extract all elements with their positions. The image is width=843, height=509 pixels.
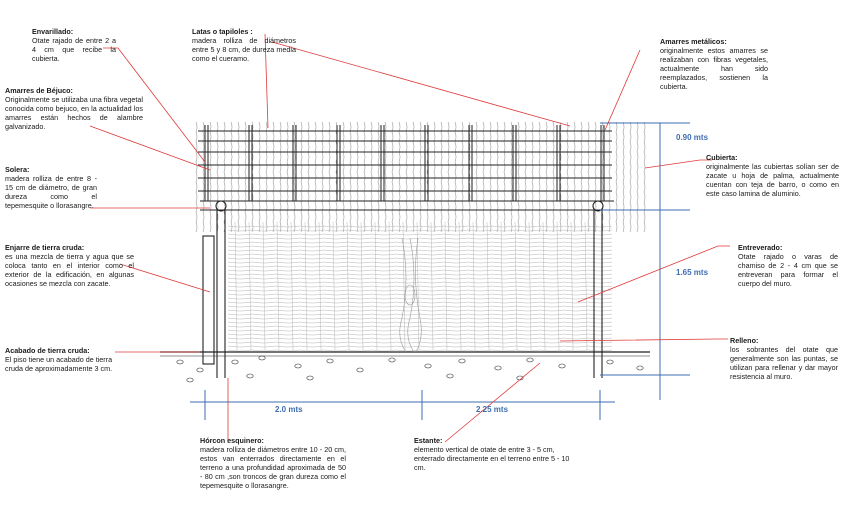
- label-title: Envarillado:: [32, 27, 74, 36]
- label-entreverado: [738, 243, 838, 288]
- weave-strand: [228, 226, 612, 227]
- roof-corrugation: [245, 122, 246, 232]
- roof-corrugation: [574, 122, 575, 232]
- dimension-roof-height: 0.90 mts: [676, 133, 709, 142]
- stone: [327, 359, 333, 363]
- weave-strand: [228, 254, 612, 255]
- label-relleno: [730, 336, 838, 381]
- weave-strand: [228, 314, 612, 315]
- roof-corrugation: [546, 122, 547, 232]
- label-amarres-metalicos: [660, 37, 768, 91]
- roof-corrugation: [637, 122, 638, 232]
- roof-corrugation: [497, 122, 498, 232]
- label-title: Cubierta:: [706, 153, 738, 162]
- roof-corrugation: [616, 122, 617, 232]
- label-latas: [192, 27, 296, 63]
- roof-corrugation: [441, 122, 442, 232]
- roof-corrugation: [231, 122, 232, 232]
- roof-corrugation: [420, 122, 421, 232]
- weave-strand: [228, 262, 612, 263]
- weave-strand: [228, 334, 612, 335]
- roof-corrugation: [644, 122, 645, 232]
- roof-corrugation: [490, 122, 491, 232]
- roof-corrugation: [196, 122, 197, 232]
- label-title: Amarres de Béjuco:: [5, 86, 73, 95]
- roof-corrugation: [609, 122, 610, 232]
- dimension-left-span: 2.0 mts: [275, 405, 303, 414]
- label-title: Estante:: [414, 436, 443, 445]
- roof-corrugation: [210, 122, 211, 232]
- roof-corrugation: [399, 122, 400, 232]
- roof-corrugation: [343, 122, 344, 232]
- weave-strand: [228, 230, 612, 231]
- stone: [177, 360, 183, 364]
- weave-strand: [228, 278, 612, 279]
- weave-strand: [228, 282, 612, 283]
- label-text: El piso tiene un acabado de tierra cruda de aproximadamente 3 cm.: [5, 355, 113, 373]
- weave-strand: [228, 338, 612, 339]
- roof-corrugation: [553, 122, 554, 232]
- roof-corrugation: [595, 122, 596, 232]
- roof-corrugation: [357, 122, 358, 232]
- roof-corrugation: [462, 122, 463, 232]
- roof-corrugation: [315, 122, 316, 232]
- dimension-lines: [190, 123, 690, 420]
- weave-strand: [228, 346, 612, 347]
- roof-corrugation: [413, 122, 414, 232]
- roof-corrugation: [364, 122, 365, 232]
- roof-corrugation: [434, 122, 435, 232]
- weave-strand: [228, 258, 612, 259]
- label-text: Otate rajado o varas de chamiso de 2 - 4 cm que se entreveran para formar el cuerpo del muro.: [738, 252, 838, 288]
- weave-strand: [228, 322, 612, 323]
- roof-corrugation: [308, 122, 309, 232]
- roof-corrugation: [406, 122, 407, 232]
- structure: [160, 201, 650, 378]
- weave-strand: [228, 294, 612, 295]
- label-text: madera rolliza de entre 8 - 15 cm de diámetro, de gran dureza como el tepemesquite o llorasangre.: [5, 174, 97, 210]
- roof-corrugation: [273, 122, 274, 232]
- roof-corrugation: [525, 122, 526, 232]
- weave-strand: [228, 234, 612, 235]
- label-enjarre: [5, 243, 134, 288]
- roof-corrugation: [504, 122, 505, 232]
- enjarre-column: [203, 236, 214, 364]
- label-title: Relleno:: [730, 336, 759, 345]
- label-title: Hórcon esquinero:: [200, 436, 264, 445]
- stone: [637, 366, 643, 370]
- roof-corrugation: [259, 122, 260, 232]
- stone: [232, 360, 238, 364]
- label-solera: [5, 165, 97, 210]
- roof-corrugation: [238, 122, 239, 232]
- roof-corrugation: [567, 122, 568, 232]
- roof-corrugation: [371, 122, 372, 232]
- weave-strand: [228, 266, 612, 267]
- roof-corrugation: [623, 122, 624, 232]
- weave-strand: [228, 270, 612, 271]
- stone: [527, 358, 533, 362]
- label-envarillado: [32, 27, 116, 63]
- label-amarres-bejuco: [5, 86, 143, 131]
- roof-corrugation: [329, 122, 330, 232]
- roof-corrugation: [203, 122, 204, 232]
- label-text: Originalmente se utilizaba una fibra vegetal conocida como bejuco, en la actualidad los amarres están hechos de alambre galvanizado.: [5, 95, 143, 131]
- weave-strand: [228, 302, 612, 303]
- stone: [247, 374, 253, 378]
- roof-corrugation: [518, 122, 519, 232]
- label-title: Enjarre de tierra cruda:: [5, 243, 85, 252]
- weave-strand: [228, 326, 612, 327]
- roof-corrugation: [301, 122, 302, 232]
- stone: [389, 358, 395, 362]
- dimension-wall-height: 1.65 mts: [676, 268, 709, 277]
- roof-sheet: [196, 122, 645, 232]
- stone: [447, 374, 453, 378]
- weave-strand: [228, 298, 612, 299]
- label-text: Otate rajado de entre 2 a 4 cm que recibe la cubierta.: [32, 36, 116, 63]
- stone: [357, 368, 363, 372]
- stone: [197, 368, 203, 372]
- weave-strand: [228, 238, 612, 239]
- weave-strand: [228, 290, 612, 291]
- label-title: Solera:: [5, 165, 30, 174]
- roof-corrugation: [448, 122, 449, 232]
- label-text: madera rolliza de diámetros entre 10 - 20 cm, estos van enterrados directamente en el terreno a una profundidad aproximada de 50 - 80 cm ,son troncos de gran dureza como el tepemesquite o llorasangre.: [200, 445, 346, 490]
- label-text: los sobrantes del otate que generalmente son las puntas, se utilizan para rellenar y dar mayor resistencia al muro.: [730, 345, 838, 381]
- weave-strand: [228, 350, 612, 351]
- roof-corrugation: [385, 122, 386, 232]
- label-title: Latas o tapiloles :: [192, 27, 253, 36]
- stone: [259, 356, 265, 360]
- weave-strand: [228, 242, 612, 243]
- roof-corrugation: [511, 122, 512, 232]
- label-title: Entreverado:: [738, 243, 783, 252]
- roof-corrugation: [322, 122, 323, 232]
- roof-corrugation: [378, 122, 379, 232]
- roof-corrugation: [588, 122, 589, 232]
- roof-corrugation: [581, 122, 582, 232]
- label-acabado: [5, 346, 130, 373]
- roof-corrugation: [287, 122, 288, 232]
- roof-corrugation: [630, 122, 631, 232]
- stone: [425, 364, 431, 368]
- stone: [607, 360, 613, 364]
- dimension-right-span: 2.25 mts: [476, 405, 509, 414]
- label-horcon: [200, 436, 346, 490]
- weave-strand: [228, 246, 612, 247]
- roof-corrugation: [455, 122, 456, 232]
- weave-strand: [228, 286, 612, 287]
- weave-strand: [228, 250, 612, 251]
- stone: [187, 378, 193, 382]
- roof-corrugation: [532, 122, 533, 232]
- label-title: Amarres metálicos:: [660, 37, 727, 46]
- roof-corrugation: [476, 122, 477, 232]
- roof-corrugation: [350, 122, 351, 232]
- label-text: elemento vertical de otate de entre 3 - 5 cm, enterrado directamente en el terreno entre 5 - 10 cm.: [414, 445, 570, 472]
- label-title: Acabado de tierra cruda:: [5, 346, 90, 355]
- roof-corrugation: [539, 122, 540, 232]
- weave-strand: [228, 306, 612, 307]
- stone: [295, 364, 301, 368]
- roof-corrugation: [294, 122, 295, 232]
- label-estante: [414, 436, 582, 472]
- stone: [307, 376, 313, 380]
- roof-corrugation: [266, 122, 267, 232]
- stone: [559, 364, 565, 368]
- ground-stones: [177, 356, 643, 382]
- label-text: es una mezcla de tierra y agua que se coloca tanto en el interior como el exterior de la edificación, en algunas ocasiones se mezcla con zacate.: [5, 252, 134, 288]
- stone: [495, 366, 501, 370]
- label-text: originalmente las cubiertas solían ser de zacate u hoja de palma, actualmente cuentan con teja de barro, o como en este caso lamina de aluminio.: [706, 162, 839, 198]
- label-cubierta: [706, 153, 839, 198]
- label-text: madera rolliza de diámetros entre 5 y 8 cm, de dureza media como el cueramo.: [192, 36, 296, 63]
- roof-corrugation: [483, 122, 484, 232]
- stone: [459, 359, 465, 363]
- weave-strand: [228, 310, 612, 311]
- roof-corrugation: [392, 122, 393, 232]
- weave-strand: [228, 274, 612, 275]
- weave-strand: [228, 330, 612, 331]
- roof-corrugation: [280, 122, 281, 232]
- label-text: originalmente estos amarres se realizaban con fibras vegetales, actualmente han sido reemplazados, sostienen la cubierta.: [660, 46, 768, 91]
- wall-weave: [228, 222, 612, 351]
